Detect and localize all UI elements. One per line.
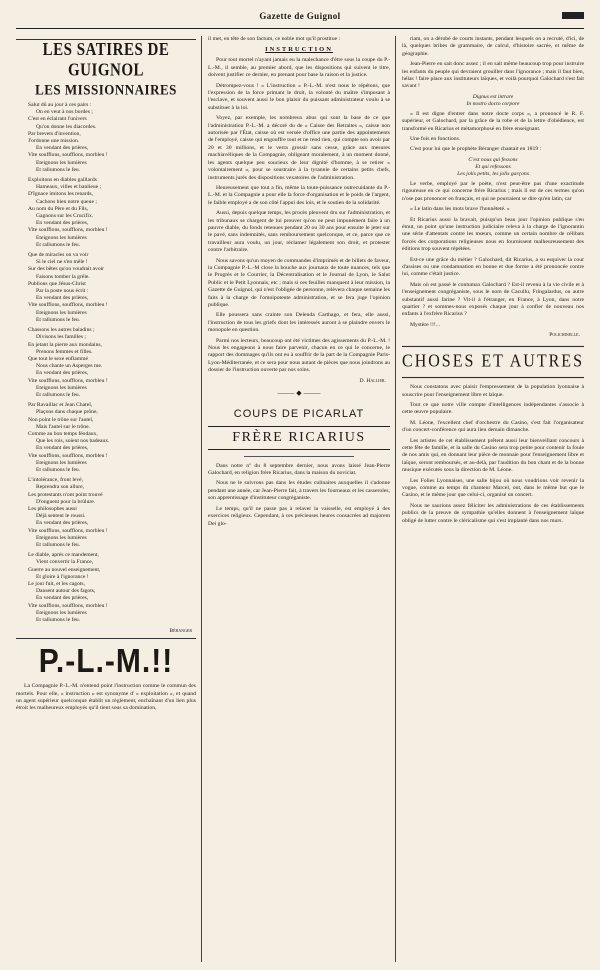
plm-paragraph: La Compagnie P.-L.-M. n'entend point l'instruction comme le commun des mortels. Pour elle, « instruction » est synonyme d' « exploitation », et quand un agent supérieur quelconque établit un règlement, enchaînant d'un lien plus étroit les malheureux employés qu'il tient sous sa domination,	[16, 683, 196, 712]
paragraph: Nous ne saurions assez féliciter les administrations de ces établissements publics de la preuve de sympathie qu'elles donnent à l'enseignement laïque obligé de lutter contre le cléricalisme qui s'est implanté dans nos murs.	[402, 502, 584, 524]
paragraph: il met, en tête de son factum, ce noble mot qu'il prostitue :	[208, 36, 341, 42]
verse-line: Hameaux, villes et banlieue ;	[36, 184, 102, 191]
verse-line: Déjà sentent le roussi.	[36, 513, 86, 520]
verse-line: Par Ravaillac et Jean Chatel,	[28, 402, 93, 409]
verse-line: Guerre au nouvel enseignement,	[28, 566, 101, 573]
verse-line: Plaçons dans chaque prône,	[36, 409, 98, 416]
verse-line: En vendant des prières,	[36, 145, 89, 152]
verse-line: Le jour fuit, et les cagots,	[28, 581, 86, 587]
verse-line: Si le ciel ne s'en mêle !	[36, 259, 88, 266]
frere-article-continued	[402, 36, 584, 91]
verse-line: D'onguent pour la brûlure.	[36, 498, 96, 505]
verse-line: Par la poste nous écrit :	[36, 288, 89, 295]
paragraph: Mais où est passé le contumax Galochard ? Est-il revenu à la vie civile et à l'enseignement congréganiste, sous le nom de Cacullu, Fringalardus, ou autre substantif aussi farine ? Vit-il à l'étranger, en France, à Lyon, dans notre quartier ? et sommes-nous exposés chaque jour à confier de nouveau nos enfants à l'exfrère Ricarius ?	[402, 281, 584, 318]
paragraph: Nous constatons avec plaisir l'empressement de la population lyonnaise à souscrire pour l'enseignement libre et laïque.	[402, 384, 584, 398]
paragraph: Le verbe, employé par le poète, n'est peut-être pas d'une exactitude rigoureuse en ce qui concerne frère Ricarius ; mais il est de ces termes qu'on n'ose pas prononcer en français, et qui ne pourraient se dire qu'en latin, car	[402, 180, 584, 202]
paragraph: C'est pour lui que le prophète Béranger chantait en 1819 :	[410, 146, 542, 153]
article-title-frere: FRÈRE RICARIUS	[208, 426, 390, 450]
paragraph: riam, on a dérobé de courts instants, pendant lesquels on a recruté, d'ici, de là, quelques bribes de grammaire, de calcul, d'histoire sacrée, et même de géographie.	[402, 36, 584, 57]
plm-title: P.-L.-M.!!	[38, 643, 174, 680]
section-title-choses: CHOSES ET AUTRES	[402, 346, 584, 378]
latin-quote	[402, 94, 584, 108]
verse-line: Vite soufflons, soufflons, morbleu !	[28, 302, 108, 309]
masthead: Gazette de Guignol	[259, 11, 341, 21]
article-signature: D. Hallier.	[359, 377, 386, 384]
paragraph: Mystère !!!...	[410, 321, 441, 328]
verse-line: Eteignons les lumières	[36, 384, 87, 391]
verse-line: Qu'on donne les diacordes.	[36, 123, 97, 130]
beranger-quote	[402, 157, 584, 178]
column-rule	[201, 36, 202, 962]
verse-line: Et rallumons le feu.	[36, 466, 81, 473]
verse-line: Prenons femmes et filles.	[36, 348, 93, 355]
verse-line: Comme au bon temps féodaux,	[28, 430, 98, 437]
section-heading: INSTRUCTION	[265, 46, 333, 54]
newspaper-page	[16, 8, 584, 962]
rule	[16, 638, 196, 639]
column-2	[208, 36, 390, 962]
verse-line: Dansent autour des fagots,	[36, 588, 96, 595]
paragraph: Nous ne le suivrons pas dans les études culinaires auxquelles il s'adonne pendant une année, car Jean-Pierre fait, à travers les fourneaux et les casseroles, son apprentissage d'instituteur congréganiste.	[208, 480, 390, 502]
verse-line: Et rallumons le feu.	[36, 166, 81, 173]
paragraph: « Il est digne d'entrer dans notre docte corps », a prononcé le R. F. supérieur, et Galochard, par la grâce de la robe et de la lettre d'obédience, est transformé en Ricarius et métamorphosé en frère enseignant.	[402, 110, 584, 132]
verse-line: Vite soufflons, soufflons, morbleu !	[28, 452, 108, 459]
page-header	[16, 8, 584, 29]
paragraph: Jean-Pierre en sait donc assez ; il en sait même beaucoup trop pour instruire les enfants du peuple qui devraient grouiller dans l'ignorance ; mais il faut bien, hélas ! faire place aux instituteurs laïques, et voilà pourquoi Galochard s'est fait savant !	[402, 61, 584, 90]
verse-line: Divisons les familles ;	[36, 334, 86, 341]
verse-line: Et rallumons le feu.	[36, 617, 81, 624]
verse-line: Au nom du Père et du Fils,	[28, 205, 89, 212]
paragraph: Les artistes de cet établissement prêtent aussi leur bienveillant concours à cette fête de famille, et la salle du Casino sera trop petite pour contenir la foule de nos amis qui, en donnant leur pièce de monnaie pour l'enseignement libre et laïque, seront remboursés, et au-delà, par l'audition du bon chant et de la bonne musique exécutés sous la direction de M. Léone.	[402, 437, 584, 474]
column-heading-coups: COUPS DE PICARLAT	[233, 407, 365, 420]
verse-line: Vite soufflons, soufflons, morbleu !	[28, 152, 108, 159]
verse-line: Publions que Jésus-Christ	[28, 280, 86, 287]
verse-line: Mais l'autel sur le trône.	[36, 423, 90, 430]
rule	[244, 456, 353, 457]
verse-line: Eteignons les lumières	[36, 234, 87, 241]
verse-line: Et rallumons le feu.	[36, 391, 81, 398]
paragraph: Nous savons qu'un moyen de commandes d'imprimés et de billets de faveur, la Compagnie P.-L.-M close la bouche aux journaux de toute nuances, tels que le Progrès et le Courrier, la Décentralisation et le Journal de Lyon, le Salut Public et le Petit Lyonnais, etc ; mais si ces feuilles manquent à leur mission, la Gazette de Guignol, qui n'est l'obligée de personne, relèvera chaque semaine les faits à la charge de l'omnipotente administration, et se fera juge l'opinion publique.	[208, 257, 390, 308]
paragraph: M. Léone, l'excellent chef d'orchestre du Casino, s'est fait l'organisateur d'un concert-conférence qui aura lieu demain dimanche.	[402, 419, 584, 434]
verse-line: Faisons tomber la grêle.	[36, 273, 90, 280]
verse-line: En vendant des prières,	[36, 520, 89, 527]
verse-line: Chassons les autres baladins ;	[28, 327, 95, 334]
verse-line: Vite soufflons, soufflons, morbleu !	[28, 227, 108, 234]
paragraph: Dans notre nº du 8 septembre dernier, nous avons laissé Jean-Pierre Galochard, en religion frère Ricarius, dans la maison du noviciat.	[208, 462, 390, 477]
verse-line: Cachons bien notre queue ;	[36, 198, 97, 205]
column-1	[16, 36, 196, 962]
paragraph: Pour tout mortel n'ayant jamais eu la malechance d'être sous la coupe du P.-L.-M., il semble, au premier abord, que les dispositions qui suivent le titre, doivent justifier ce dernier, en prenant pour base la raison et la justice.	[208, 57, 390, 79]
verse-line: Que les rois, soient nos badeaux.	[36, 438, 110, 445]
verse-line: L'intolérance, front levé,	[28, 477, 84, 484]
quote-line: In nostro docto corpore	[466, 100, 520, 107]
choses-article-body	[402, 384, 584, 525]
plm-article-body	[208, 57, 390, 374]
verse-line: Que tout le sexe enflammé	[28, 355, 88, 362]
verse-line: En vendant des prières,	[36, 220, 89, 227]
columns	[16, 36, 584, 962]
paragraph: « Le latin dans les mots brave l'honnêteté. »	[410, 206, 510, 213]
quote-line: C'est nous qui fessons	[468, 156, 518, 163]
verse-line: Gagnons sur les Crucifix.	[36, 213, 94, 220]
verse-line: Eteignons les lumières	[36, 309, 87, 316]
quote-line: Et qui refessons	[475, 163, 511, 170]
poem-verse	[28, 102, 196, 624]
verse-line: Vite soufflons, soufflons, morbleu !	[28, 527, 108, 534]
frere-article-continued-2	[402, 111, 584, 154]
verse-line: Nous chante un Asperges me.	[36, 363, 103, 370]
paragraph: Heureusement que tout a fin, même la toute-puissance outrecuidante du P.-L.-M. et la Compagnie a pour elle la force d'organisation et le poids de l'argent, le faible employé a de son côté l'appui des lois, et le soutien de la solidarité.	[208, 184, 390, 206]
verse-line: En vendant des prières,	[36, 295, 89, 302]
verse-line: Que de miracles on va voir	[28, 252, 89, 259]
poem-title: LES MISSIONNAIRES	[35, 80, 177, 99]
verse-line: Eteignons les lumières	[36, 534, 87, 541]
poem-signature: Béranger	[169, 628, 192, 635]
paragraph: Est-ce une grâce du métier ? Galochard, dit Ricarius, a su esquiver la cour d'assises ou une condamnation en bonne et due forme a été prononcée contre lui, comme c'était justice.	[402, 256, 584, 278]
paragraph: Parmi nos lecteurs, beaucoup ont été victimes des agissements du P.-L.-M. ! Nous les engageons à nous faire parvenir, chacun en ce qui le concerne, le rapport des dommages qu'ils ont eu à souffrir de la part de la Compagnie Paris-Lyon-Méditerranée, et ce sera pour nous autant de pièces que nous joindrons au dossier de l'instruction ouverte par nos soins.	[208, 337, 390, 374]
verse-line: Les philosophes aussi	[28, 505, 77, 512]
paragraph: Voyez, par exemple, les nombreux abus qui sont la base de ce que l'administration P.-L.-M. a décoré du de « Caisse des Retraites », caisse non autorisée par l'État, caisse où est versée d'office une partie des appointements de l'employé, caisse qui engouffre tout et ne rend rien, qui compte son avoir par 20 et 30 millions, et le verra grossir sans cesse, grâce aux mesures machiavéliques de la Compagnie, obligeant moralement, à un moment donné, les agents quelque peu soucieux de leur dignité d'homme, à se retirer « volontairement », pour se soustraire à la tyrannie de certains petits chefs, instruments jurés des dispositions vexatoires de l'administration.	[208, 115, 390, 181]
verse-line: Et rallumons le feu.	[36, 241, 81, 248]
paragraph: Une fois en fonctions.	[410, 136, 461, 143]
article-signature: Polichinelle.	[549, 332, 580, 339]
paragraph: Aussi, depuis quelque temps, les procès pleuvent dru sur l'administration, et les tribunaux se chargent de lui prouver qu'on ne peut impunément faire à un pauvre diable, du fonds retenues pendant 20 ou 30 ans pour ensuite le jeter sur le pavé, sans indemnités, sans remboursement quelconque, et ce, parce que ce travailleur aura voulu, un jour, réclamer légalement son droit, et protester contre l'arbitraire.	[208, 210, 390, 254]
verse-line: Et rallumons le feu.	[36, 541, 81, 548]
verse-line: Et gloire à l'ignorance !	[36, 573, 89, 580]
ornament-divider: ⸻ ◆ ⸻	[277, 388, 321, 397]
article-title-satires: LES SATIRES DE GUIGNOL	[42, 40, 170, 81]
column-rule	[395, 36, 396, 962]
verse-line: J'ordonne une mission.	[28, 138, 80, 145]
paragraph: Les Folies Lyonnaises, une salle bijou où nous voudrions voir revenir la vogue, comme au temps du chanteur Marcel, ont, dans le même but que le Casino, et le même jour que celui-ci, organisé un concert.	[402, 477, 584, 499]
page-mark-bar	[562, 12, 584, 19]
verse-line: En vendant des prières,	[36, 595, 89, 602]
verse-line: Non point le trône sur l'autel,	[28, 416, 94, 423]
paragraph: Et Ricarius aussi la bravait, puisqu'un beau jour l'opinion publique s'en émut, un point qu'une instruction judiciaire releva à la charge de l'ignorantin une série d'attentats contre les mœurs, comme un certain nombre de célibats forcés des corporations religieuses nous en fournissent malheureusement des éditions trop souvent répétées.	[402, 216, 584, 253]
verse-line: On en veut à nos bordes ;	[36, 109, 93, 116]
verse-line: En jetant la pierre aux mondains,	[28, 341, 102, 348]
verse-line: C'est en éclairant l'univers	[28, 116, 87, 123]
frere-article-continued-3	[402, 181, 584, 329]
paragraph: Détrompez-vous ! « L'instruction » P.-L.-M. n'est nous le répétons, que l'expression de la force primant le droit, la volonté du maître s'imposant à l'esclave, et souvent aussi le bon plaisir du puissant administrateur voulu à se substituer à la loi.	[208, 82, 390, 111]
verse-line: Vient convertir la France,	[36, 559, 94, 566]
verse-line: Eteignons les lumières	[36, 159, 87, 166]
column-3	[402, 36, 584, 962]
paragraph: Le temps, qu'il ne passe pas à relaver la vaisselle, est employé à des exercices religieux. Cependant, à ces précieuses heures consacrées ad majorem Dei glo-	[208, 505, 390, 527]
quote-line: Dignus est intrare	[472, 93, 514, 100]
verse-line: Exploitons en diables gaillards	[28, 177, 97, 184]
verse-line: Eteignons les lumières	[36, 609, 87, 616]
verse-line: Vite soufflons, soufflons, morbleu !	[28, 377, 108, 384]
verse-line: Vite soufflons, soufflons, morbleu !	[28, 602, 108, 609]
verse-line: Le diable, après ce mandement,	[28, 552, 99, 559]
quote-line: Les jolis petits, les jolis garçons	[457, 170, 529, 177]
verse-line: En vendant des prières,	[36, 370, 89, 377]
frere-article-body	[208, 463, 390, 528]
verse-line: Eteignons les lumières	[36, 459, 87, 466]
verse-line: Les protestants n'ont point trouvé	[28, 491, 103, 498]
verse-line: Reprendra son allure,	[36, 484, 84, 491]
verse-line: En vendant des prières,	[36, 445, 89, 452]
paragraph: Tout ce que notre ville compte d'intelligences indépendantes s'associe à cette œuvre populaire.	[402, 402, 584, 416]
verse-line: Et rallumons le feu.	[36, 316, 81, 323]
verse-line: D'Ignace imitons les renards,	[28, 191, 94, 198]
paragraph: Elle poussera sans crainte son Delenda Carthago, et fera, elle aussi, l'instruction de tous les griefs dont les intéressés auront à se plaindre envers le monopole en question.	[208, 312, 390, 334]
verse-line: Salut dû au jour à ces pairs :	[28, 102, 92, 108]
verse-line: Par brevets d'invention,	[28, 130, 81, 137]
verse-line: Sur des bêtes qu'on voudrait avoir	[28, 266, 105, 273]
